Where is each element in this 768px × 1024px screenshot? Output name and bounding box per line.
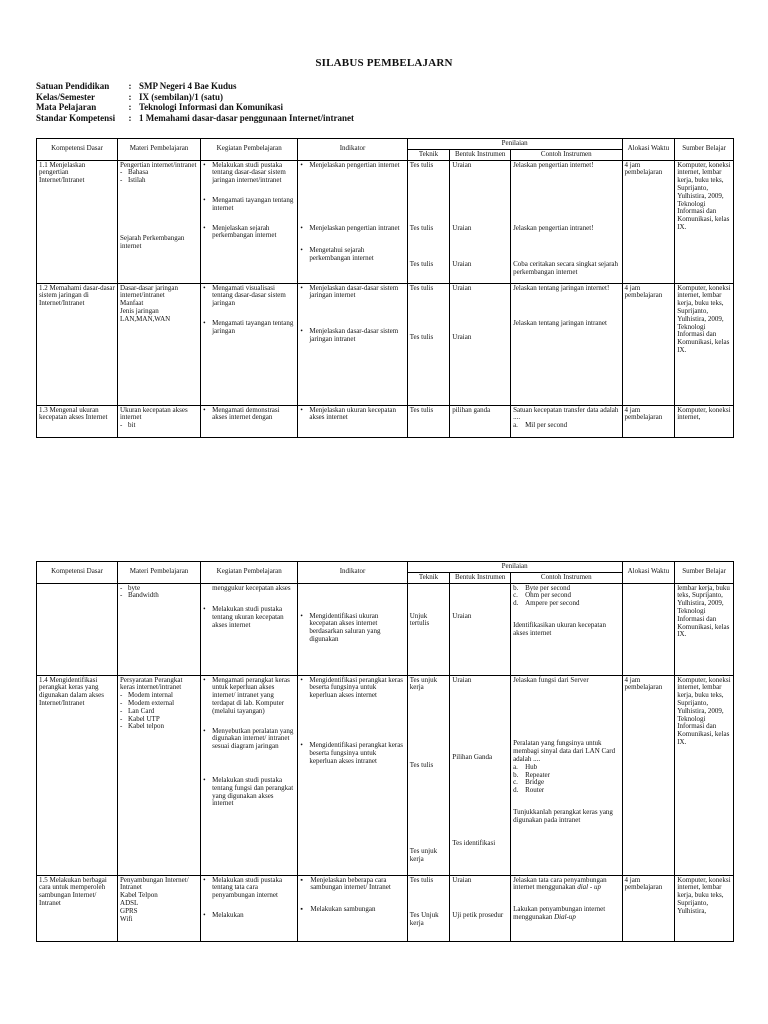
header-indikator: Indikator	[298, 562, 407, 584]
bentuk-item: Uraian	[452, 283, 472, 292]
materi-cell	[118, 160, 201, 283]
bentuk-item: Uraian	[452, 875, 472, 884]
kegiatan-item: menggukur kecepatan akses	[212, 583, 291, 592]
indikator-item: • Mengidentifikasi perangkat keras beserta fungsinya untuk keperluan akses intranet	[300, 742, 404, 765]
contoh-item: Peralatan yang fungsinya untuk membagi sinyal data dari LAN Card adalah ....	[513, 739, 616, 763]
meta-colon: :	[128, 91, 132, 102]
materi-subitem: - Bahasa	[120, 169, 198, 177]
meta-row	[36, 92, 354, 103]
header-contoh: Contoh Instrumen	[511, 572, 622, 583]
option-key: b.	[513, 583, 519, 592]
indikator-item: • Menjelaskan pengertian intranet	[300, 225, 404, 233]
materi-text: Ukuran kecepatan akses internet	[120, 405, 188, 422]
teknik-cell	[407, 675, 450, 875]
contoh-item: Tunjukkanlah perangkat keras yang digunakan pada intranet	[513, 807, 613, 824]
kd-cell	[37, 583, 118, 675]
bentuk-cell	[450, 583, 511, 675]
materi-text: Pengertian internet/intranet	[120, 160, 197, 169]
indikator-item: • Menjelaskan pengertian internet	[300, 162, 404, 170]
contoh-option	[513, 422, 619, 430]
syllabus-meta	[36, 81, 354, 123]
contoh-item: Jelaskan pengertian intranet!	[513, 224, 594, 233]
bentuk-item: Pilihan Ganda	[452, 753, 493, 762]
kegiatan-cell	[201, 675, 298, 875]
teknik-cell	[407, 583, 450, 675]
bentuk-cell: pilihan ganda	[450, 405, 511, 437]
contoh-cell	[511, 405, 622, 437]
materi-subitem: - Lan Card	[120, 708, 198, 716]
materi-cell	[118, 875, 201, 941]
option-key: c.	[513, 778, 518, 787]
header-bentuk: Bentuk Instrumen	[450, 572, 511, 583]
contoh-text: Lakukan penyambungan internet menggunakan	[513, 905, 606, 921]
header-row	[37, 562, 734, 573]
header-materi: Materi Pembelajaran	[118, 562, 201, 584]
header-kompetensi: Kompetensi Dasar	[37, 139, 118, 161]
meta-label: Mata Pelajaran	[36, 102, 97, 112]
header-bentuk: Bentuk Instrumen	[450, 149, 511, 160]
meta-row	[36, 113, 354, 124]
materi-cell	[118, 405, 201, 437]
contoh-item: Jelaskan tentang jaringan internet!	[513, 283, 610, 292]
kegiatan-item: • Mengamati tayangan tentang jaringan	[203, 320, 295, 336]
materi-cell	[118, 583, 201, 675]
option-text: Router	[525, 786, 545, 795]
contoh-cell	[511, 875, 622, 941]
indikator-item: • Menjelaskan dasar-dasar sistem jaringan intranet	[300, 328, 404, 344]
table-row	[37, 675, 734, 875]
contoh-cell	[511, 675, 622, 875]
contoh-italic: Dial-up	[554, 912, 576, 921]
materi-text: Wifi	[120, 914, 133, 923]
alokasi-cell: 4 jam pembelajaran	[622, 283, 675, 405]
meta-colon: :	[128, 112, 132, 123]
teknik-item: Tes tulis	[409, 333, 434, 342]
bentuk-cell	[450, 675, 511, 875]
indikator-item: • Mengidentifikasi perangkat keras beserta fungsinya untuk keperluan akses internet	[300, 677, 404, 700]
materi-text: Persyaratan Perangkat keras internet/intranet	[120, 675, 183, 692]
kegiatan-item: • Mengamati tayangan tentang internet	[203, 197, 295, 213]
kegiatan-cell	[201, 583, 298, 675]
contoh-italic: dial - up	[577, 883, 601, 892]
meta-row	[36, 102, 354, 113]
contoh-item: Jelaskan pengertian internet!	[513, 160, 594, 169]
header-kegiatan: Kegiatan Pembelajaran	[201, 562, 298, 584]
teknik-item: Tes unjuk kerja	[409, 846, 438, 863]
kegiatan-item: • Mengamati visualisasi tentang dasar-dasar sistem jaringan	[203, 285, 295, 308]
materi-cell	[118, 675, 201, 875]
contoh-item: Coba ceritakan secara singkat sejarah perkembangan internet	[513, 260, 619, 276]
indikator-item: • Menjelaskan ukuran kecepatan akses internet	[300, 407, 404, 423]
option-text: Repeater	[525, 770, 550, 779]
contoh-item	[513, 906, 619, 922]
table-row	[37, 583, 734, 675]
materi-text: Sejarah Perkembangan internet	[120, 233, 185, 250]
kegiatan-item: • Melakukan studi pustaka tentang fungsi dan perangkat yang digunakan akses internet	[203, 777, 295, 808]
indikator-cell	[298, 583, 407, 675]
meta-colon: :	[128, 102, 132, 112]
contoh-cell	[511, 160, 622, 283]
indikator-item: ▪ Menjelaskan beberapa cara sambungan internet/ Intranet	[300, 877, 404, 893]
contoh-option	[513, 600, 619, 608]
header-sumber: Sumber Belajar	[675, 139, 734, 161]
meta-value: Teknologi Informasi dan Komunikasi	[139, 102, 283, 112]
indikator-cell	[298, 160, 407, 283]
option-key: b.	[513, 770, 519, 779]
indikator-cell	[298, 283, 407, 405]
contoh-item: Satuan kecepatan transfer data adalah ....	[513, 405, 619, 422]
header-penilaian: Penilaian	[407, 139, 622, 150]
kegiatan-cell	[201, 405, 298, 437]
kegiatan-item: • Mengamati demonstrasi akses internet dengan	[203, 407, 295, 423]
sumber-cell: Komputer, koneksi internet, lembar kerja, buku teks, Suprijanto, Yulhistira, 2009, Teknologi Informasi dan Komunikasi, kelas IX.	[675, 675, 734, 875]
meta-value: 1 Memahami dasar-dasar penggunaan Internet/intranet	[139, 112, 355, 123]
teknik-item: Tes tulis	[409, 160, 434, 169]
table-row	[37, 160, 734, 283]
meta-label: Standar Kompetensi	[36, 112, 116, 123]
materi-text: LAN,MAN,WAN	[120, 314, 171, 323]
teknik-item: Tes tulis	[409, 875, 434, 884]
sumber-cell: Komputer, koneksi internet, lembar kerja, buku teks, Suprijanto, Yulhistira, 2009, Teknologi Informasi dan Komunikasi, kelas IX.	[675, 160, 734, 283]
kd-cell: 1.5 Melakukan berbagai cara untuk memperoleh sambungan Internet/ Intranet	[37, 875, 118, 941]
kegiatan-item: • Melakukan	[203, 912, 295, 920]
bentuk-item: Uraian	[452, 611, 472, 620]
header-alokasi: Alokasi Waktu	[622, 562, 675, 584]
materi-text: Jenis jaringan	[120, 306, 159, 315]
syllabus-table-1	[36, 138, 734, 438]
kd-cell: 1.4 Mengidentifikasi perangkat keras yang digunakan dalam akses Internet/Intranet	[37, 675, 118, 875]
option-text: Byte per second	[525, 583, 571, 592]
alokasi-cell: 4 jam pembelajaran	[622, 875, 675, 941]
teknik-item: Tes Unjuk kerja	[409, 911, 439, 928]
kegiatan-item: • Melakukan studi pustaka tentang ukuran kecepatan akses internet	[203, 606, 295, 629]
teknik-item: Tes unjuk kerja	[409, 675, 438, 692]
sumber-cell: Komputer, koneksi internet,	[675, 405, 734, 437]
contoh-item: Identifikasikan ukuran kecepatan akses internet	[513, 620, 606, 637]
bentuk-item: Uraian	[452, 160, 472, 169]
teknik-item: Tes tulis	[409, 283, 434, 292]
materi-subitem: - byte	[120, 585, 198, 593]
contoh-item: Jelaskan fungsi dari Server	[513, 675, 589, 684]
materi-subitem: - Istilah	[120, 177, 198, 185]
teknik-cell	[407, 160, 450, 283]
bentuk-cell	[450, 875, 511, 941]
kegiatan-cell	[201, 283, 298, 405]
indikator-cell	[298, 405, 407, 437]
header-teknik: Teknik	[407, 149, 450, 160]
option-text: Bridge	[525, 778, 545, 787]
kegiatan-item: • Menyebutkan peralatan yang digunakan internet/ intranet sesuai diagram jaringan	[203, 728, 295, 751]
teknik-cell: Tes tulis	[407, 405, 450, 437]
kegiatan-item: • Menjelaskan sejarah perkembangan internet	[203, 225, 295, 241]
bentuk-item: Uraian	[452, 675, 472, 684]
header-alokasi: Alokasi Waktu	[622, 139, 675, 161]
option-text: Ampere per second	[525, 599, 580, 608]
indikator-item: • Mengetahui sejarah perkembangan internet	[300, 247, 404, 263]
header-kompetensi: Kompetensi Dasar	[37, 562, 118, 584]
materi-text: Penyambungan Internet/ Intranet	[120, 875, 189, 892]
contoh-option	[513, 787, 619, 795]
option-text: Hub	[525, 762, 538, 771]
alokasi-cell	[622, 583, 675, 675]
kd-cell: 1.1 Menjelaskan pengertian Internet/Intranet	[37, 160, 118, 283]
table-row	[37, 875, 734, 941]
alokasi-cell: 4 jam pembelajaran	[622, 160, 675, 283]
bentuk-cell	[450, 283, 511, 405]
option-text: Ohm per second	[525, 591, 571, 600]
teknik-item: Unjuk tertulis	[409, 611, 430, 628]
kd-cell: 1.2 Memahami dasar-dasar sistem jaringan di Internet/Intranet	[37, 283, 118, 405]
materi-subitem: - Modem internal	[120, 692, 198, 700]
contoh-text: Jelaskan tata cara penyambungan internet menggunakan	[513, 875, 607, 892]
indikator-item: • Mengidentifikasi ukuran kecepatan akses internet berdasarkan saluran yang digunakan	[300, 613, 404, 644]
syllabus-table-2	[36, 561, 734, 942]
option-key: d.	[513, 599, 519, 608]
bentuk-item: Uraian	[452, 333, 472, 342]
header-teknik: Teknik	[407, 572, 450, 583]
contoh-cell	[511, 283, 622, 405]
alokasi-cell: 4 jam pembelajaran	[622, 405, 675, 437]
teknik-item: Tes tulis	[409, 761, 434, 770]
header-penilaian: Penilaian	[407, 562, 622, 573]
teknik-cell	[407, 875, 450, 941]
materi-subitem: - Bandwidth	[120, 592, 198, 600]
header-materi: Materi Pembelajaran	[118, 139, 201, 161]
kegiatan-cell	[201, 160, 298, 283]
materi-text: Manfaat	[120, 299, 144, 308]
teknik-item: Tes tulis	[409, 260, 434, 269]
bentuk-item: Uraian	[452, 260, 472, 269]
materi-text: GPRS	[120, 906, 138, 915]
sumber-cell: Komputer, koneksi internet, lembar kerja, buku teks, Suprijanto, Yulhistira,	[675, 875, 734, 941]
option-key: d.	[513, 786, 519, 795]
kegiatan-item: • Mengamati perangkat keras untuk keperluan akses internet/ intranet yang terdapat di lab. Komputer (melalui tayangan)	[203, 677, 295, 716]
bentuk-item: Uji petik prosedur	[452, 911, 504, 920]
option-text: Mil per second	[525, 421, 568, 430]
meta-value: SMP Negeri 4 Bae Kudus	[139, 81, 237, 91]
materi-subitem: - Kabel telpon	[120, 723, 198, 731]
contoh-cell	[511, 583, 622, 675]
alokasi-cell: 4 jam pembelajaran	[622, 675, 675, 875]
header-sumber: Sumber Belajar	[675, 562, 734, 584]
kegiatan-cell	[201, 875, 298, 941]
table-row	[37, 283, 734, 405]
option-key: a.	[513, 762, 518, 771]
materi-text: Kabel Telpon	[120, 891, 158, 900]
indikator-item: ▪ Melakukan sambungan	[300, 906, 404, 914]
kegiatan-item: • Melakukan studi pustaka tentang dasar-dasar sistem jaringan internet/intranet	[203, 162, 295, 185]
page-title: SILABUS PEMBELAJARN	[315, 57, 453, 69]
indikator-item: • Menjelaskan dasar-dasar sistem jaringan internet	[300, 285, 404, 301]
contoh-item: Jelaskan tentang jaringan intranet	[513, 319, 607, 328]
meta-row	[36, 81, 354, 92]
meta-colon: :	[128, 81, 132, 91]
kegiatan-item: • Melakukan studi pustaka tentang tata cara penyambungan internet	[203, 877, 295, 900]
option-key: a.	[513, 421, 518, 430]
meta-label: Kelas/Semester	[36, 91, 95, 102]
materi-text: ADSL	[120, 898, 139, 907]
kd-cell: 1.3 Mengenal ukuran kecepatan akses Internet	[37, 405, 118, 437]
meta-label: Satuan Pendidikan	[36, 81, 110, 91]
contoh-item	[513, 877, 619, 893]
materi-subitem: - Modem external	[120, 700, 198, 708]
header-row	[37, 139, 734, 150]
materi-cell	[118, 283, 201, 405]
materi-subitem: - bit	[120, 422, 198, 430]
bentuk-cell	[450, 160, 511, 283]
meta-value: IX (sembilan)/1 (satu)	[139, 91, 224, 102]
option-key: c.	[513, 591, 518, 600]
table-row	[37, 405, 734, 437]
indikator-cell	[298, 875, 407, 941]
header-contoh: Contoh Instrumen	[511, 149, 622, 160]
teknik-item: Tes tulis	[409, 224, 434, 233]
materi-subitem: - Kabel UTP	[120, 716, 198, 724]
header-indikator: Indikator	[298, 139, 407, 161]
indikator-cell	[298, 675, 407, 875]
sumber-cell: Komputer, koneksi internet, lembar kerja, buku teks, Suprijanto, Yulhistira, 2009, Teknologi Informasi dan Komunikasi, kelas IX.	[675, 283, 734, 405]
header-kegiatan: Kegiatan Pembelajaran	[201, 139, 298, 161]
teknik-cell	[407, 283, 450, 405]
sumber-cell: lembar kerja, buku teks, Suprijanto, Yulhistira, 2009, Teknologi Informasi dan Komunikasi, kelas IX.	[675, 583, 734, 675]
bentuk-item: Tes identifikasi	[452, 839, 496, 848]
bentuk-item: Uraian	[452, 224, 472, 233]
materi-text: Dasar-dasar jaringan internet/intranet	[120, 283, 178, 300]
